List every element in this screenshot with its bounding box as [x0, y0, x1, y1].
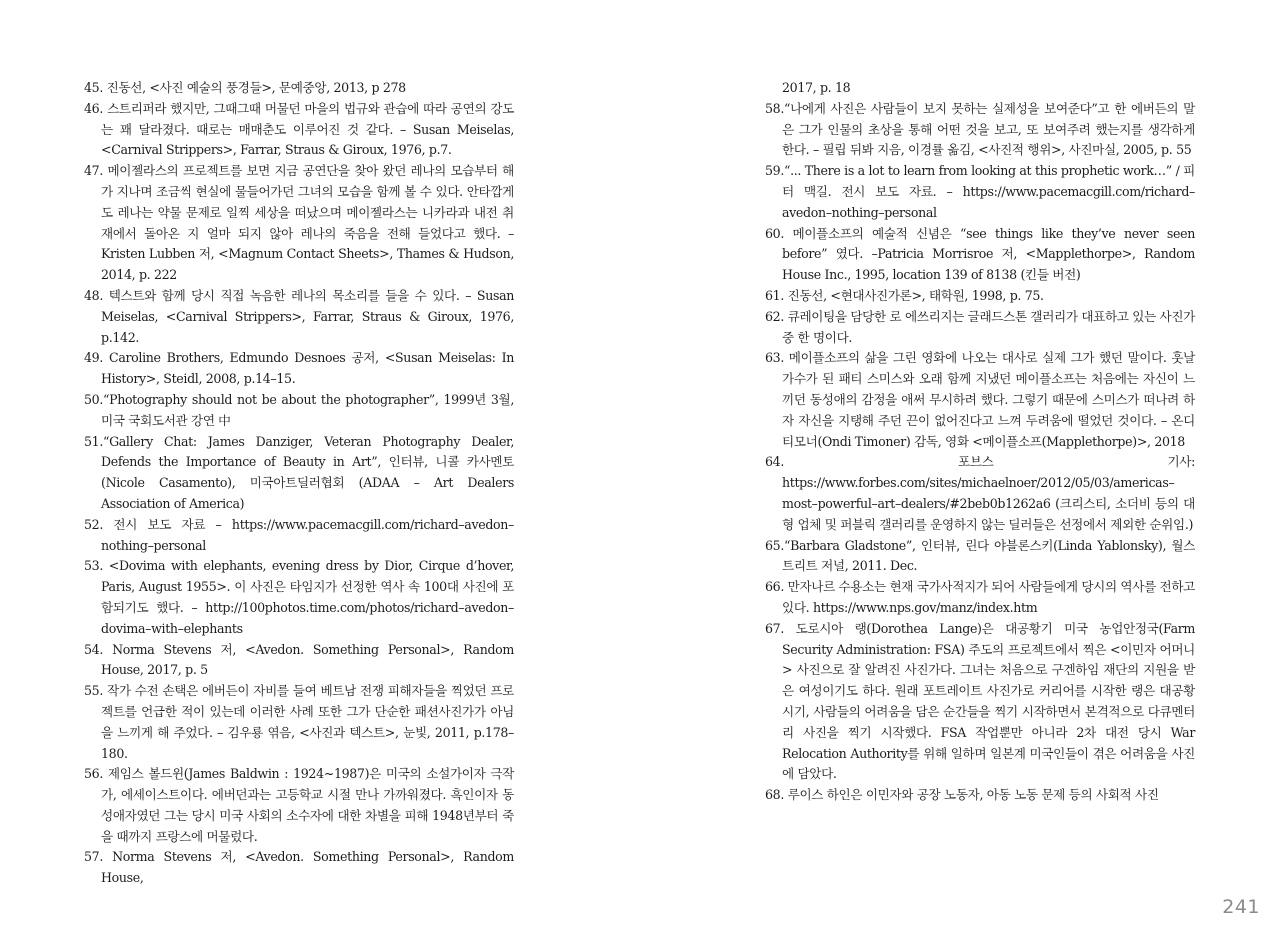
footnote-61: 61. 진동선, <현대사진가론>, 태학원, 1998, p. 75. — [765, 287, 1044, 303]
footnote-65: 65.“Barbara Gladstone”, 인터뷰, 린다 야블론스키(Linda Yablonsky), 월스트리트 저널, 2011. Dec. — [765, 537, 1195, 574]
footnote-48: 48. 텍스트와 함께 당시 직접 녹음한 레나의 목소리를 들을 수 있다. – Susan Meiselas, <Carnival Strippers>, Farrar, Straus & Giroux, 1976, p.142. — [84, 287, 514, 345]
footnote-55: 55. 작가 수전 손택은 에버든이 자비를 들여 베트남 전쟁 피해자들을 찍었던 프로젝트를 언급한 적이 있는데 이러한 사례 또한 그가 단순한 패션사진가가 아님을 느끼게 해 주었다. – 김우룡 엮음, <사진과 텍스트>, 눈빛, 2011, p.178–180. — [84, 683, 514, 761]
footnote-67: 67. 도로시아 랭(Dorothea Lange)은 대공황기 미국 농업안정국(Farm Security Administration: FSA) 주도의 프로젝트에서 찍은 <이민자 어머니> 사진으로 잘 알려진 사진가다. 그녀는 처음으로 구겐하임 재단의 지원을 받은 여성이기도 하다. 원래 포트레이트 사진가로 커리어를 시작한 랭은 대공황 시기, 사람들의 어려움을 담은 순간들을 찍기 시작하면서 본격적으로 다큐멘터리 사진을 찍기 시작했다. FSA 작업뿐만 아니라 2차 대전 당시 War Relocation Authority를 위해 일하며 일본계 미국인들이 겪은 어려움을 사진에 담았다. — [765, 620, 1195, 782]
footnotes-left-column — [84, 78, 514, 889]
footnote-58: 58.“나에게 사진은 사람들이 보지 못하는 실제성을 보여준다”고 한 에버든의 말은 그가 인물의 초상을 통해 어떤 것을 보고, 또 보여주려 했는지를 생각하게 한다. – 필립 뒤봐 지음, 이경률 옮김, <사진적 행위>, 사진마실, 2005, p. 55 — [765, 100, 1195, 158]
footnote-54: 54. Norma Stevens 저, <Avedon. Something Personal>, Random House, 2017, p. 5 — [84, 641, 514, 678]
footnote-52: 52. 전시 보도 자료 – https://www.pacemacgill.com/richard–avedon–nothing–personal — [84, 516, 514, 553]
footnote-59: 59.“... There is a lot to learn from looking at this prophetic work…” / 피터 맥길. 전시 보도 자료. – https://www.pacemacgill.com/richard–avedon–nothing–personal — [765, 163, 1195, 220]
footnote-66: 66. 만자나르 수용소는 현재 국가사적지가 되어 사람들에게 당시의 역사를 전하고 있다. https://www.nps.gov/manz/index.htm — [765, 579, 1195, 615]
footnote-45: 45. 진동선, <사진 예술의 풍경들>, 문예중앙, 2013, p 278 — [84, 80, 406, 95]
footnote-64: 64. 포브스 기사: https://www.forbes.com/sites/michaelnoer/2012/05/03/americas–most–powerful–art–dealers/#2beb0b1262a6 (크리스티, 소더비 등의 대형 업체 및 퍼블릭 갤러리를 운영하지 않는 딜러들은 선정에서 제외한 순위임.) — [765, 454, 1195, 532]
footnote-50: 50.“Photography should not be about the photographer”, 1999년 3월, 미국 국회도서관 강연 中 — [84, 391, 514, 428]
footnote-46: 46. 스트리퍼라 했지만, 그때그때 머물던 마을의 법규와 관습에 따라 공연의 강도는 꽤 달라졌다. 때로는 매매춘도 이루어진 것 같다. – Susan Meiselas, <Carnival Strippers>, Farrar, Straus & Giroux, 1976, p.7. — [84, 100, 514, 158]
footnote-51: 51.“Gallery Chat: James Danziger, Veteran Photography Dealer, Defends the Importance of Beauty in Art”, 인터뷰, 니콜 카사멘토 (Nicole Casamento), 미국아트딜러협회 (ADAA – Art Dealers Association of America) — [84, 433, 514, 511]
footnote-53: 53. <Dovima with elephants, evening dress by Dior, Cirque d’hover, Paris, August 1955>. 이 사진은 타임지가 선정한 역사 속 100대 사진에 포함되기도 했다. – http://100photos.time.com/photos/richard–avedon–dovima–with–elephants — [84, 558, 514, 636]
footnote-63: 63. 메이플소프의 삶을 그린 영화에 나오는 대사로 실제 그가 했던 말이다. 훗날 가수가 된 패티 스미스와 오래 함께 지냈던 메이플소프는 처음에는 자신이 느끼던 동성애의 감정을 애써 무시하려 했다. 그렇기 때문에 스미스가 떠나려 하자 자신을 지탱해 주던 끈이 없어진다고 느껴 두려움에 떨었던 것이다. – 온디 티모너(Ondi Timoner) 감독, 영화 <메이플소프(Mapplethorpe)>, 2018 — [765, 350, 1195, 449]
footnote-56: 56. 제임스 볼드윈(James Baldwin : 1924~1987)은 미국의 소설가이자 극작가, 에세이스트이다. 에버던과는 고등학교 시절 만나 가까워졌다. 흑인이자 동성애자였던 그는 당시 미국 사회의 소수자에 대한 차별을 피해 1948년부터 죽을 때까지 프랑스에 머물렀다. — [84, 766, 514, 844]
page-number: 241 — [1222, 896, 1260, 918]
footnote-47: 47. 메이젤라스의 프로젝트를 보면 지금 공연단을 찾아 왔던 레나의 모습부터 해가 지나며 조금씩 현실에 물들어가던 그녀의 모습을 함께 볼 수 있다. 안타깝게도 레나는 약물 문제로 일찍 세상을 떠났으며 메이젤라스는 니카라과 내전 취재에서 돌아온 지 얼마 되지 않아 레나의 죽음을 전해 들었다고 했다. – Kristen Lubben 저, <Magnum Contact Sheets>, Thames & Hudson, 2014, p. 222 — [84, 163, 514, 283]
footnote-57-continuation: 2017, p. 18 — [782, 80, 851, 95]
footnote-57: 57. Norma Stevens 저, <Avedon. Something Personal>, Random House, — [84, 849, 514, 886]
footnote-60: 60. 메이플소프의 예술적 신념은 “see things like they’ve never seen before” 였다. –Patricia Morrisroe 저, <Mapplethorpe>, Random House Inc., 1995, location 139 of 8138 (킨들 버전) — [765, 225, 1195, 283]
footnote-62: 62. 큐레이팅을 담당한 로 에쓰리지는 글래드스톤 갤러리가 대표하고 있는 사진가 중 한 명이다. — [765, 308, 1195, 345]
footnote-68: 68. 루이스 하인은 이민자와 공장 노동자, 아동 노동 문제 등의 사회적 사진 — [765, 787, 1159, 803]
footnote-49: 49. Caroline Brothers, Edmundo Desnoes 공저, <Susan Meiselas: In History>, Steidl, 2008, p.14–15. — [84, 350, 514, 387]
footnotes-right-column — [765, 78, 1195, 806]
